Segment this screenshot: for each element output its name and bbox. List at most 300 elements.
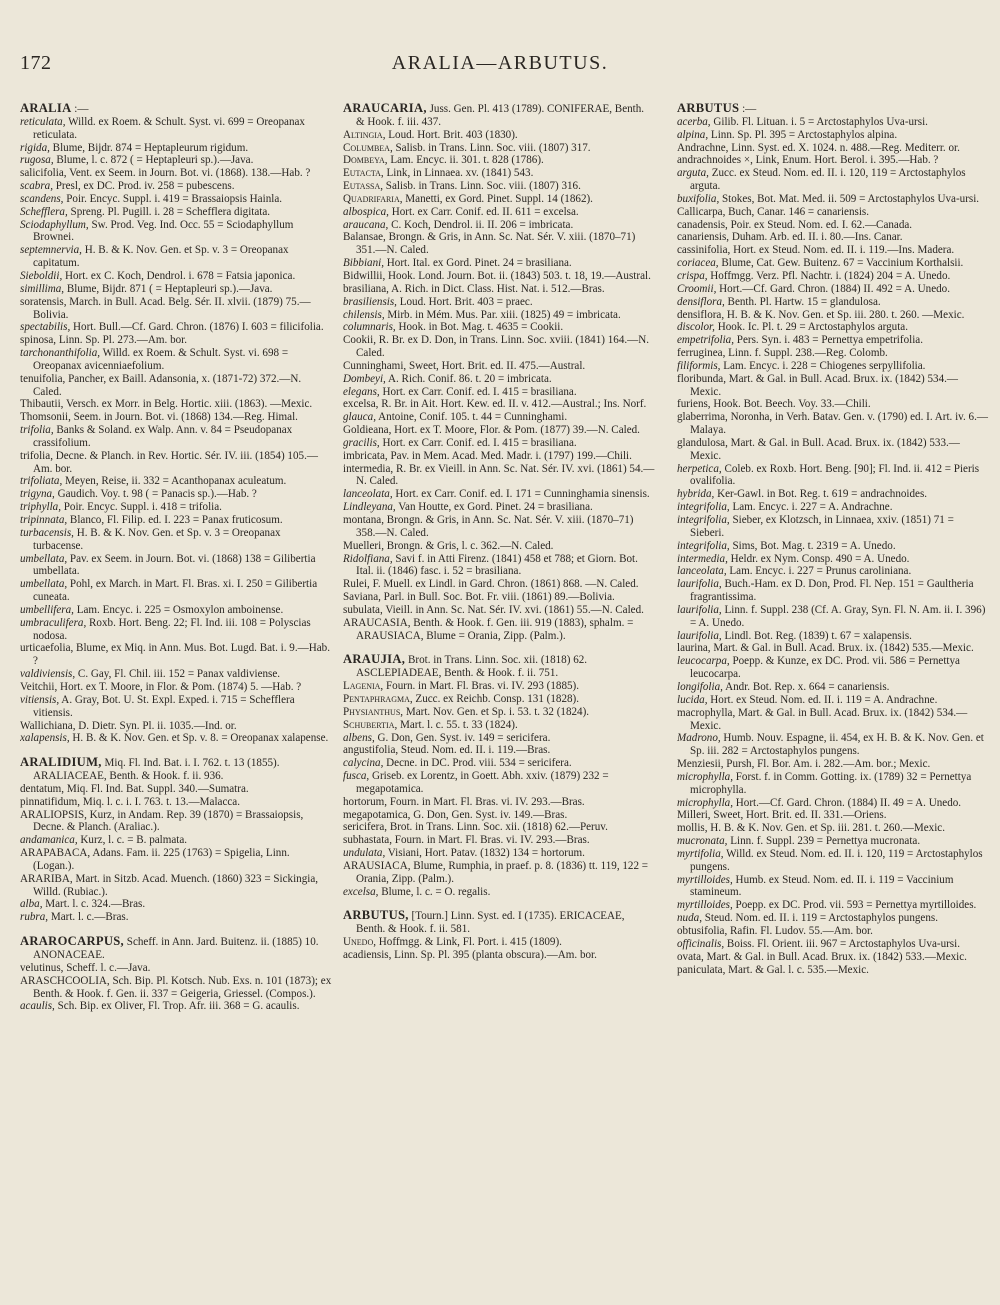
- entry-citation: Zucc. ex Steud. Nom. ed. II. i. 120, 119 = Arctostaphylos arguta.: [690, 167, 966, 193]
- entry-name: Schubertia,: [343, 718, 398, 731]
- index-entry: [343, 834, 655, 847]
- entry-name: dentatum,: [20, 782, 65, 795]
- index-entry: [343, 821, 655, 834]
- entry-name: nuda,: [677, 912, 702, 925]
- entry-citation: Hort.—Cf. Gard. Chron. (1884) II. 49 = A. Unedo.: [732, 796, 962, 809]
- entry-citation: Hook. Lond. Journ. Bot. ii. (1843) 503. t. 18, 19.—Austral.: [385, 269, 651, 282]
- entry-name: Goldieana,: [343, 424, 392, 437]
- index-entry: [20, 834, 332, 847]
- index-entry: [343, 886, 655, 899]
- entry-name: integrifolia,: [677, 501, 730, 514]
- genus-heading: [20, 756, 332, 783]
- entry-citation: Hort. Bull.—Cf. Gard. Chron. (1876) I. 603 = filicifolia.: [70, 321, 324, 334]
- index-entry: [20, 668, 332, 681]
- entry-citation: Mart. Nov. Gen. et Sp. i. 53. t. 32 (1824).: [403, 705, 590, 718]
- index-entry: [677, 848, 989, 874]
- index-entry: [20, 270, 332, 283]
- entry-name: mucronata,: [677, 835, 728, 848]
- entry-citation: Willd. ex Roem. & Schult. Syst. vi. 698 = Oreopanax avicenniaefolium.: [33, 347, 289, 372]
- entry-citation: R. Br. ex D. Don, in Trans. Linn. Soc. xviii. (1841) 164.—N. Caled.: [356, 334, 650, 360]
- entry-name: spectabilis,: [20, 321, 71, 334]
- entry-citation: Meyen, Reise, ii. 332 = Acanthopanax aculeatum.: [62, 475, 287, 488]
- entry-name: umbellifera,: [20, 603, 74, 616]
- entry-citation: A. Gray, Bot. U. St. Expl. Exped. i. 715 = Schefflera vitiensis.: [33, 693, 295, 719]
- entry-name: discolor,: [677, 321, 715, 334]
- entry-name: ARAUCARIA,: [343, 102, 427, 115]
- entry-citation: Stokes, Bot. Mat. Med. ii. 509 = Arctostaphylos Uva-ursi.: [719, 192, 980, 205]
- entry-name: rigida,: [20, 141, 50, 154]
- index-entry: [677, 373, 989, 399]
- entry-name: gracilis,: [343, 436, 380, 449]
- entry-name: lanceolata,: [343, 488, 393, 501]
- entry-name: Altingia,: [343, 128, 386, 141]
- entry-citation: H. B. & K. Nov. Gen. et Sp. iii. 280. t. 260. —Mexic.: [724, 308, 965, 321]
- entry-citation: Poepp. ex DC. Prod. vii. 593 = Pernettya myrtilloides.: [732, 899, 977, 912]
- index-entry: [20, 475, 332, 488]
- genus-heading: [20, 102, 332, 116]
- index-entry: [677, 219, 989, 232]
- entry-name: empetrifolia,: [677, 334, 735, 347]
- entry-citation: Fourn. in Mart. Fl. Bras. vi. IV. 293.—Bras.: [387, 795, 585, 808]
- entry-citation: Vieill. in Ann. Sc. Nat. Sér. IV. xvi. (1861) 55.—N. Caled.: [382, 603, 644, 616]
- entry-citation: :—: [71, 103, 89, 115]
- entry-citation: Visiani, Hort. Patav. (1832) 134 = hortorum.: [385, 847, 585, 860]
- entry-citation: C. Koch, Dendrol. ii. II. 206 = imbricata.: [388, 218, 574, 231]
- entry-name: Sieboldii,: [20, 269, 63, 282]
- entry-name: umbellata,: [20, 578, 68, 591]
- entry-citation: Hoffmgg. & Link, Fl. Port. i. 415 (1809).: [376, 936, 562, 949]
- entry-citation: Lam. Encyc. i. 227 = Prunus caroliniana.: [726, 565, 912, 578]
- entry-citation: Loud. Hort. Brit. 403 (1830).: [385, 128, 518, 141]
- entry-citation: Humb. ex Steud. Nom. ed. II. i. 119 = Vaccinium stamineum.: [690, 873, 954, 899]
- entry-name: herpetica,: [677, 462, 722, 475]
- entry-name: canariensis,: [677, 231, 730, 244]
- index-entry: [343, 680, 655, 693]
- entry-name: spinosa,: [20, 334, 57, 347]
- entry-citation: Mirb. in Mém. Mus. Par. xiii. (1825) 49 = imbricata.: [384, 308, 621, 321]
- index-entry: [20, 488, 332, 501]
- entry-name: microphylla,: [677, 770, 733, 783]
- entry-name: megapotamica,: [343, 808, 411, 821]
- entry-name: microphylla,: [677, 796, 733, 809]
- entry-name: longifolia,: [677, 680, 723, 693]
- index-entry: [343, 321, 655, 334]
- entry-citation: Steud. Nom. ed. II. i. 119 = Arctostaphylos pungens.: [701, 912, 938, 925]
- index-entry: [20, 873, 332, 899]
- entry-citation: Benth. Pl. Hartw. 15 = glandulosa.: [724, 295, 881, 308]
- entry-citation: [Tourn.] Linn. Syst. ed. I (1735). ERICACEAE, Benth. & Hook. f. ii. 581.: [356, 910, 625, 936]
- index-entry: [677, 630, 989, 643]
- entry-name: Muelleri,: [343, 539, 384, 552]
- entry-name: soratensis,: [20, 295, 67, 308]
- entry-name: ARBUTUS: [677, 102, 740, 115]
- entry-name: Dombeyi,: [343, 372, 386, 385]
- entry-name: velutinus,: [20, 961, 64, 974]
- entry-name: ARASCHCOOLIA,: [20, 974, 110, 987]
- entry-name: scandens,: [20, 192, 64, 205]
- entry-citation: Ker-Gawl. in Bot. Reg. t. 619 = andrachnoides.: [714, 488, 928, 501]
- entry-citation: Manetti, ex Gord. Pinet. Suppl. 14 (1862).: [402, 192, 593, 205]
- entry-citation: G. Don, Gen. Syst. iv. 149.—Bras.: [410, 808, 568, 821]
- entry-citation: Blume, l. c. 872 ( = Heptapleuri sp.).—Java.: [53, 154, 254, 167]
- entry-name: tenuifolia,: [20, 372, 66, 385]
- index-entry: [20, 796, 332, 809]
- index-entry: [20, 617, 332, 643]
- entry-citation: Adans. Fam. ii. 225 (1763) = Spigelia, Linn. (Logan.).: [33, 847, 290, 872]
- entry-citation: Van Houtte, ex Gord. Pinet. 24 = brasiliana.: [395, 501, 593, 514]
- entry-name: ARAUJIA,: [343, 652, 406, 667]
- entry-citation: H. B. & K. Nov. Gen. et Sp. v. 3 = Oreopanax capitatum.: [33, 244, 289, 270]
- entry-citation: Fourn. in Mart. Fl. Bras. vi. IV. 293.—Bras.: [392, 834, 590, 847]
- entry-name: myrtilloides,: [677, 873, 733, 886]
- genus-heading: [343, 102, 655, 129]
- entry-citation: Buch, Canar. 146 = canariensis.: [725, 205, 870, 218]
- entry-name: umbellata,: [20, 552, 68, 565]
- index-entry: [343, 154, 655, 167]
- index-entry: [343, 437, 655, 450]
- index-entry: [343, 488, 655, 501]
- entry-name: salicifolia,: [20, 167, 67, 180]
- index-entry: [343, 847, 655, 860]
- entry-name: Rulei,: [343, 578, 370, 591]
- entry-citation: Salisb. in Trans. Linn. Soc. viii. (1807) 317.: [392, 141, 591, 154]
- index-entry: [343, 129, 655, 142]
- entry-name: ferruginea,: [677, 347, 726, 360]
- index-entry: [677, 694, 989, 707]
- entry-name: alpina,: [677, 128, 709, 141]
- entry-citation: Spreng. Pl. Pugill. i. 28 = Schefflera digitata.: [67, 205, 271, 218]
- entry-citation: Linn. f. Suppl. 238.—Reg. Colomb.: [725, 347, 888, 360]
- entry-name: trifolia,: [20, 449, 53, 462]
- index-entry: [677, 707, 989, 733]
- index-entry: [20, 347, 332, 373]
- entry-name: ARAUSIACA,: [343, 859, 411, 872]
- entry-citation: Mart. l. c. 324.—Bras.: [42, 898, 146, 911]
- index-entry: [343, 578, 655, 591]
- index-entry: [677, 309, 989, 322]
- index-entry: [677, 347, 989, 360]
- entry-name: trigyna,: [20, 488, 55, 501]
- index-entry: [677, 951, 989, 964]
- entry-name: acaulis,: [20, 1000, 55, 1013]
- entry-name: Cookii,: [343, 334, 376, 347]
- entry-name: turbacensis,: [20, 526, 74, 539]
- index-entry: [677, 154, 989, 167]
- entry-citation: Heldr. ex Nym. Consp. 490 = A. Unedo.: [727, 552, 910, 565]
- entry-name: rubra,: [20, 911, 49, 924]
- entry-name: Bidwillii,: [343, 269, 386, 282]
- entry-citation: Blume, ex Miq. in Ann. Mus. Bot. Lugd. Bat. i. 9.—Hab. ?: [33, 642, 330, 668]
- index-entry: [20, 578, 332, 604]
- index-entry: [677, 835, 989, 848]
- index-entry: [20, 732, 332, 745]
- index-entry: [677, 732, 989, 758]
- index-entry: [343, 283, 655, 296]
- entry-citation: Hort. ex Carr. Conif. ed. I. 415 = brasiliana.: [379, 436, 577, 449]
- index-entry: [20, 321, 332, 334]
- index-entry: [20, 206, 332, 219]
- entry-name: hybrida,: [677, 488, 715, 501]
- entry-citation: Seem. in Journ. Bot. vi. (1868) 134.—Reg. Himal.: [70, 411, 298, 424]
- index-entry: [20, 193, 332, 206]
- entry-name: undulata,: [343, 847, 386, 860]
- entry-name: Eutacta,: [343, 167, 384, 180]
- entry-name: vitiensis,: [20, 693, 60, 706]
- entry-name: integrifolia,: [677, 539, 730, 552]
- entry-citation: Hort. ex Carr. Conif. ed. I. 415 = brasiliana.: [379, 385, 577, 398]
- index-entry: [343, 167, 655, 180]
- index-entry: [677, 321, 989, 334]
- entry-name: lucida,: [677, 693, 708, 706]
- entry-citation: R. Br. in Ait. Hort. Kew. ed. II. v. 412.—Austral.; Ins. Norf.: [378, 398, 647, 411]
- entry-name: mollis,: [677, 822, 708, 835]
- entry-name: Milleri,: [677, 809, 711, 822]
- entry-citation: :—: [739, 103, 757, 115]
- index-entry: [343, 450, 655, 463]
- entry-citation: Decne. & Planch. in Rev. Hortic. Sér. IV. iii. (1854) 105.—Am. bor.: [33, 449, 318, 475]
- index-entry: [343, 463, 655, 489]
- index-entry: [20, 219, 332, 245]
- entry-citation: G. Don, Gen. Syst. iv. 149 = sericifera.: [374, 731, 551, 744]
- entry-citation: Willd. ex Roem. & Schult. Syst. vi. 699 = Oreopanax reticulata.: [33, 115, 305, 141]
- index-entry: [677, 244, 989, 257]
- index-entry: [677, 912, 989, 925]
- index-entry: [677, 822, 989, 835]
- index-entry: [20, 642, 332, 668]
- entry-citation: D. Dietr. Syn. Pl. ii. 1035.—Ind. or.: [75, 719, 237, 732]
- entry-citation: Brot. in Trans. Linn. Soc. xii. (1818) 62.—Peruv.: [387, 821, 608, 834]
- index-entry: [343, 231, 655, 257]
- index-entry: [677, 501, 989, 514]
- entry-citation: Hort. ex Steud. Nom. ed. II. i. 119 = A. Andrachne.: [707, 693, 938, 706]
- entry-name: canadensis,: [677, 218, 728, 231]
- entry-name: tripinnata,: [20, 514, 68, 526]
- index-entry: [677, 925, 989, 938]
- index-entry: [20, 962, 332, 975]
- index-entry: [677, 514, 989, 540]
- entry-name: laurifolia,: [677, 629, 722, 642]
- entry-name: trifoliata,: [20, 475, 63, 488]
- entry-citation: Hort.—Cf. Gard. Chron. (1884) II. 492 = A. Unedo.: [716, 282, 951, 295]
- entry-name: Dombeya,: [343, 154, 388, 167]
- entry-citation: Mart. & Gal. in Bull. Acad. Brux. ix. (1842) 535.—Mexic.: [710, 642, 974, 655]
- entry-citation: Blanco, Fl. Filip. ed. I. 223 = Panax fruticosum.: [67, 514, 283, 526]
- index-entry: [20, 1000, 332, 1013]
- index-entry: [20, 911, 332, 924]
- entry-name: Pentaphragma,: [343, 692, 413, 705]
- entry-citation: Noronha, in Verh. Batav. Gen. v. (1790) ed. I. Art. iv. 6.—Malaya.: [690, 411, 988, 437]
- index-entry: [677, 437, 989, 463]
- entry-name: ARARIBA,: [20, 872, 73, 885]
- index-entry: [20, 720, 332, 733]
- index-entry: [20, 501, 332, 514]
- entry-citation: Brot. in Trans. Linn. Soc. xii. (1818) 62. ASCLEPIADEAE, Benth. & Hook. f. ii. 751.: [356, 654, 588, 680]
- entry-name: reticulata,: [20, 115, 66, 128]
- index-entry: [677, 540, 989, 553]
- page-header: [20, 52, 980, 82]
- entry-citation: Linn. f. Suppl. 238 (Cf. A. Gray, Syn. Fl. N. Am. ii. I. 396) = A. Unedo.: [690, 603, 986, 629]
- entry-name: ARALIA: [20, 102, 72, 115]
- index-entry: [20, 167, 332, 180]
- index-entry: [677, 655, 989, 681]
- index-entry: [677, 193, 989, 206]
- entry-citation: Pohl, ex March. in Mart. Fl. Bras. xi. I. 250 = Gilibertia cuneata.: [33, 578, 318, 604]
- entry-name: simillima,: [20, 282, 65, 295]
- entry-name: cassinifolia,: [677, 244, 731, 257]
- entry-citation: Poir. Encyc. Suppl. i. 418 = trifolia.: [60, 501, 222, 514]
- genus-heading: [20, 935, 332, 962]
- entry-name: columnaris,: [343, 321, 396, 334]
- entry-citation: Benth. & Hook. f. Gen. iii. 919 (1883), sphalm. = ARAUSIACA, Blume = Orania, Zipp. (Palm.).: [356, 616, 634, 642]
- index-entry: [20, 296, 332, 322]
- entry-citation: Hort. ex Carr. Conif. ed. II. 611 = excelsa.: [388, 205, 579, 218]
- index-entry: [677, 360, 989, 373]
- entry-name: Thibautii,: [20, 398, 64, 411]
- index-entry: [343, 219, 655, 232]
- entry-citation: Mart. l. c. 55. t. 33 (1824).: [397, 718, 518, 731]
- index-entry: [677, 938, 989, 951]
- index-entry: [343, 142, 655, 155]
- entry-name: obtusifolia,: [677, 925, 728, 937]
- index-entry: [677, 488, 989, 501]
- entry-name: albospica,: [343, 205, 389, 218]
- entry-citation: Gaudich. Voy. t. 98 ( = Panacis sp.).—Hab. ?: [54, 488, 257, 501]
- entry-name: imbricata,: [343, 449, 388, 462]
- entry-citation: Sch. Bip. ex Oliver, Fl. Trop. Afr. iii. 368 = G. acaulis.: [54, 1000, 300, 1013]
- entry-name: ARALIOPSIS,: [20, 808, 87, 821]
- entry-name: triphylla,: [20, 501, 61, 514]
- entry-citation: Linn. Sp. Pl. 395 (planta obscura).—Am. bor.: [391, 949, 597, 961]
- entry-name: fusca,: [343, 770, 370, 783]
- index-entry: [677, 257, 989, 270]
- entry-name: acadiensis,: [343, 949, 392, 961]
- entry-citation: Mart. & Gal. in Bull. Acad. Brux. ix. (1842) 534.—Mexic.: [690, 372, 959, 398]
- entry-citation: Linn. f. Suppl. 239 = Pernettya mucronata.: [727, 835, 921, 848]
- index-entry: [343, 501, 655, 514]
- index-entry: [677, 964, 989, 977]
- entry-name: leucocarpa,: [677, 655, 730, 668]
- entry-citation: H. B. & K. Nov. Gen. et Sp. v. 8. = Oreopanax xalapense.: [69, 732, 329, 745]
- index-entry: [677, 874, 989, 900]
- entry-citation: Hort. Ital. ex Gord. Pinet. 24 = brasiliana.: [383, 257, 572, 270]
- entry-name: laurifolia,: [677, 578, 722, 591]
- entry-name: subhastata,: [343, 834, 392, 847]
- entry-citation: Steud. Nom. ed. II. i. 119.—Bras.: [398, 744, 551, 757]
- index-entry: [677, 899, 989, 912]
- index-entry: [677, 129, 989, 142]
- entry-citation: Sw. Prod. Veg. Ind. Occ. 55 = Sciodaphyllum Brownei.: [33, 218, 294, 244]
- index-entry: [677, 206, 989, 219]
- entry-name: tarchonanthifolia,: [20, 347, 101, 360]
- entry-name: glaberrima,: [677, 411, 728, 424]
- entry-name: Wallichiana,: [20, 719, 76, 732]
- entry-name: xalapensis,: [20, 732, 70, 745]
- entry-name: excelsa,: [343, 398, 379, 411]
- entry-name: glandulosa,: [677, 436, 728, 449]
- entry-name: buxifolia,: [677, 192, 720, 205]
- entry-name: Bibbiani,: [343, 257, 384, 270]
- index-entry: [677, 758, 989, 771]
- entry-name: brasiliana,: [343, 282, 389, 295]
- index-entry: [677, 398, 989, 411]
- index-entry: [343, 257, 655, 270]
- entry-name: ovata,: [677, 950, 704, 963]
- entry-name: Thomsonii,: [20, 411, 71, 424]
- entry-citation: Presl, ex DC. Prod. iv. 258 = pubescens.: [52, 180, 235, 193]
- entry-citation: Sweet, Hort. Brit. ed. II. 331.—Oriens.: [710, 809, 887, 822]
- entry-citation: Sieber, ex Klotzsch, in Linnaea, xxiv. (1851) 71 = Sieberi.: [690, 514, 954, 539]
- entry-citation: Blume, Bijdr. 871 ( = Heptapleuri sp.).—Java.: [64, 282, 273, 295]
- entry-citation: Pancher, ex Baill. Adansonia, x. (1871-72) 372.—N. Caled.: [33, 372, 302, 398]
- entry-name: ARAUCASIA,: [343, 616, 411, 629]
- index-entry: [20, 411, 332, 424]
- entry-citation: F. Muell. ex Lindl. in Gard. Chron. (1861) 868. —N. Caled.: [369, 578, 639, 591]
- entry-citation: Salisb. in Trans. Linn. Soc. viii. (1807) 316.: [383, 180, 581, 193]
- index-entry: [343, 757, 655, 770]
- entry-name: lanceolata,: [677, 565, 727, 578]
- column-right: [677, 102, 989, 1297]
- running-title: ARALIA—ARBUTUS.: [391, 52, 609, 74]
- entry-citation: Zucc. ex Reichb. Consp. 131 (1828).: [412, 692, 580, 705]
- index-entry: [343, 949, 655, 962]
- index-entry: [343, 270, 655, 283]
- entry-citation: Hort. ex Steud. Nom. ed. II. i. 119.—Ins. Madera.: [730, 244, 955, 257]
- entry-citation: Savi f. in Atti Firenz. (1841) 458 et 788; et Giorn. Bot. Ital. ii. (1846) fasc. i. 52 = brasiliana.: [356, 552, 638, 578]
- entry-citation: Pers. Syn. i. 483 = Pernettya empetrifolia.: [734, 334, 923, 347]
- entry-name: integrifolia,: [677, 514, 730, 526]
- entry-citation: Lam. Encyc. i. 225 = Osmoxylon amboinense.: [73, 603, 284, 616]
- index-entry: [20, 604, 332, 617]
- index-entry: [20, 180, 332, 193]
- index-entry: [677, 578, 989, 604]
- genus-heading: [343, 909, 655, 936]
- entry-citation: Sch. Bip. Pl. Kotsch. Nub. Exs. n. 101 (1873); ex Benth. & Hook. f. Gen. ii. 337 = Geigeria, Griessel. (Compos.).: [33, 974, 332, 1000]
- entry-name: Lagenia,: [343, 680, 384, 693]
- index-entry: [343, 296, 655, 309]
- index-entry: [20, 527, 332, 553]
- entry-name: laurifolia,: [677, 603, 722, 616]
- index-entry: [20, 553, 332, 579]
- entry-citation: Pav. ex Seem. in Journ. Bot. vi. (1868) 138 = Gilibertia umbellata.: [33, 552, 316, 578]
- entry-name: myrtifolia,: [677, 847, 724, 860]
- index-entry: [20, 398, 332, 411]
- entry-citation: Lindl. Bot. Reg. (1839) t. 67 = xalapensis.: [721, 629, 912, 642]
- index-entry: [343, 770, 655, 796]
- entry-citation: Blume, Rumphia, in praef. p. 8. (1836) tt. 119, 122 = Orania, Zipp. (Palm.).: [356, 859, 649, 885]
- entry-citation: Sweet, Hort. Brit. ed. II. 475.—Austral.: [406, 359, 586, 372]
- entry-name: umbraculifera,: [20, 616, 87, 629]
- entry-citation: Miq. Fl. Ind. Bat. Suppl. 340.—Sumatra.: [64, 782, 249, 795]
- entry-name: filiformis,: [677, 359, 721, 372]
- index-entry: [677, 463, 989, 489]
- index-entry: [343, 360, 655, 373]
- index-entry: [343, 206, 655, 219]
- entry-name: Cunninghami,: [343, 359, 407, 372]
- entry-name: coriacea,: [677, 257, 719, 270]
- entry-citation: Linn. Sp. Pl. 395 = Arctostaphylos alpina.: [708, 128, 898, 141]
- index-entry: [677, 411, 989, 437]
- index-entry: [677, 809, 989, 822]
- index-entry: [343, 411, 655, 424]
- entry-name: Balansae,: [343, 231, 386, 244]
- entry-citation: A. Rich. Conif. 86. t. 20 = imbricata.: [385, 372, 552, 385]
- entry-name: Physianthus,: [343, 705, 404, 718]
- index-entry: [20, 847, 332, 873]
- entry-citation: Mart. l. c.—Bras.: [48, 911, 129, 924]
- entry-name: pinnatifidum,: [20, 795, 81, 808]
- entry-citation: Rafin. Fl. Ludov. 55.—Am. bor.: [727, 925, 873, 937]
- column-middle: [343, 102, 655, 1297]
